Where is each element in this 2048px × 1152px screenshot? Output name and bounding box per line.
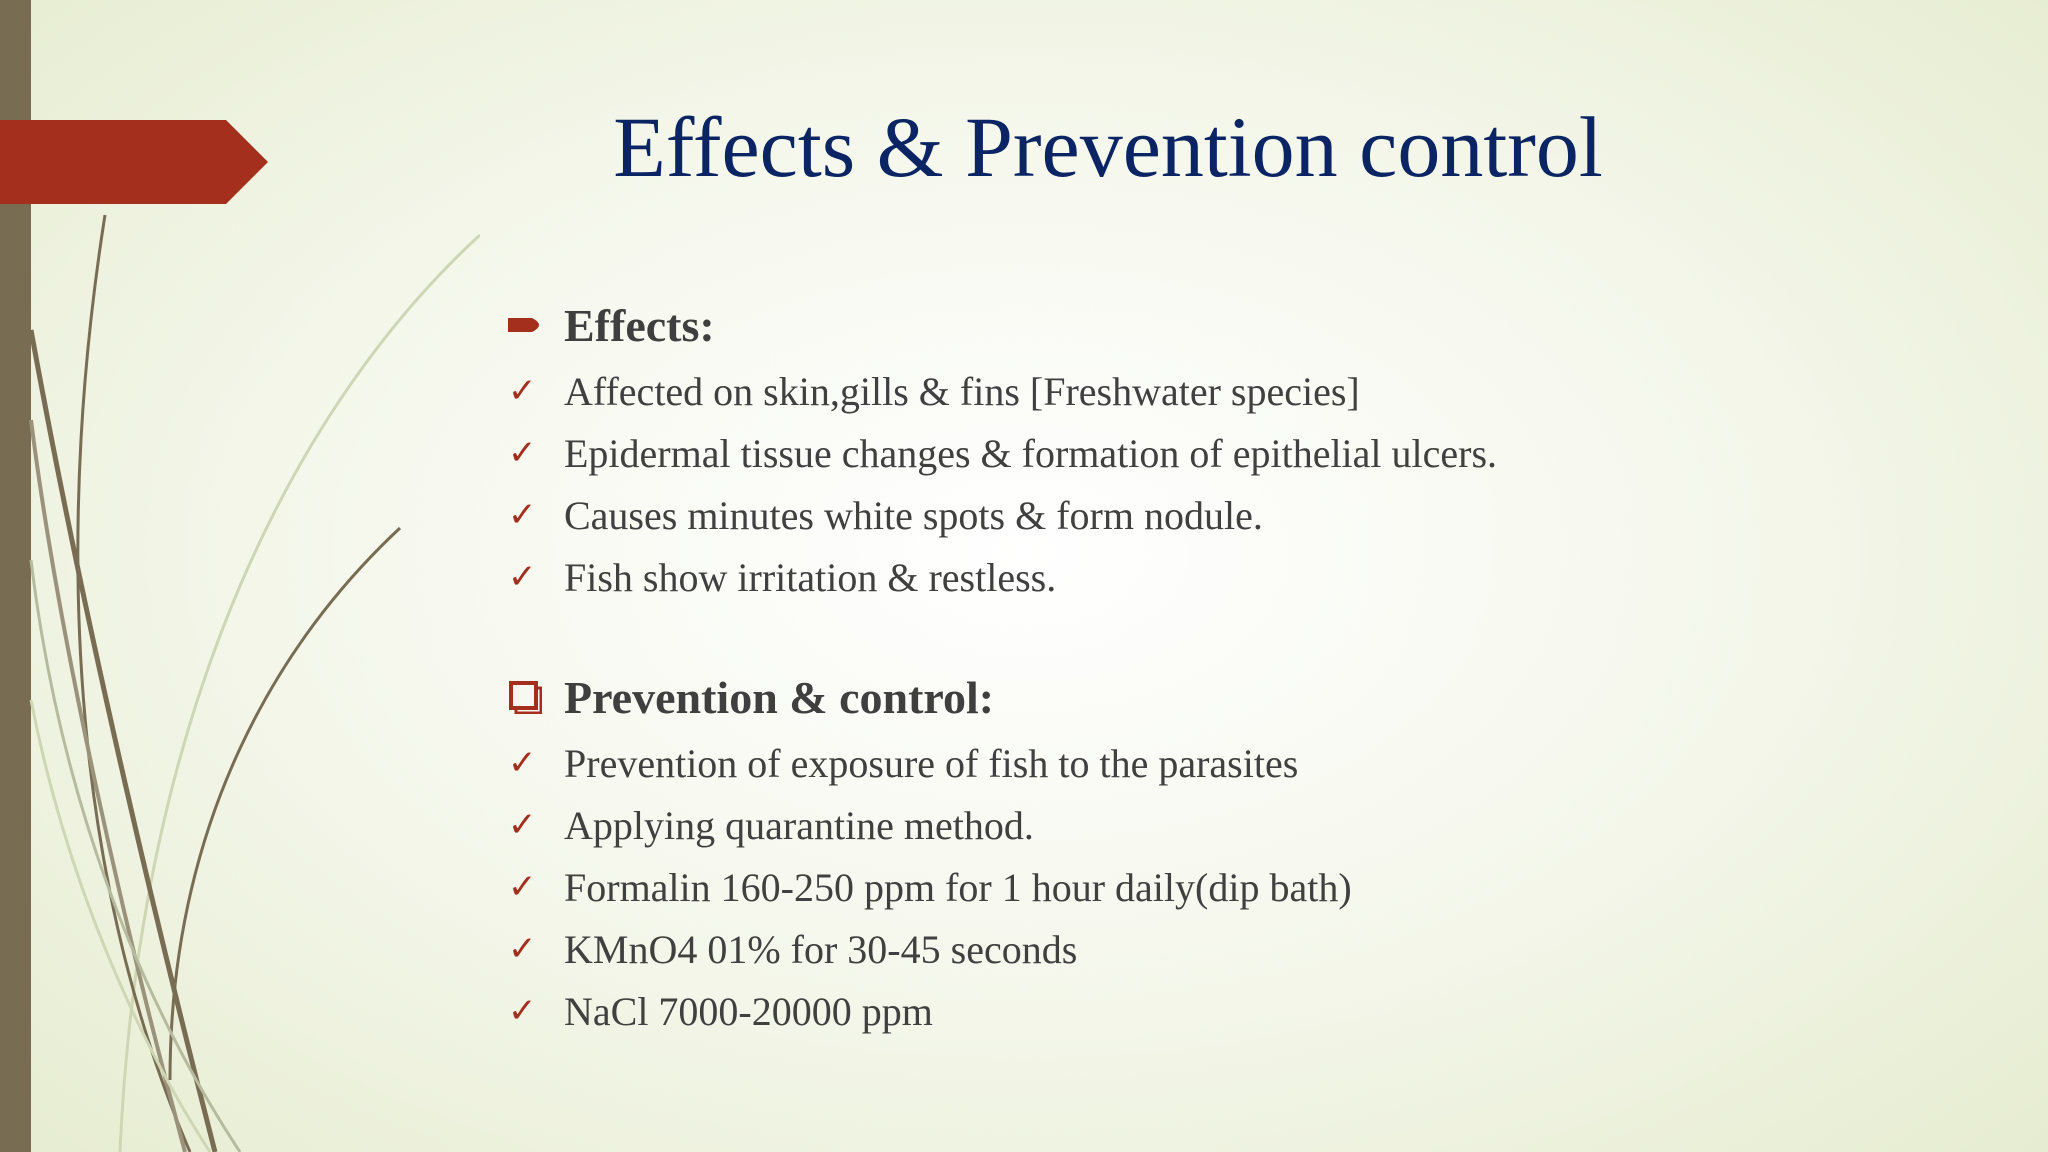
list-item — [508, 794, 1988, 856]
list-item — [508, 980, 1988, 1042]
list-item — [508, 856, 1988, 918]
section-heading-text: Prevention & control: — [564, 671, 995, 723]
list-item — [508, 918, 1988, 980]
list-item-text: Prevention of exposure of fish to the parasites — [564, 740, 1299, 786]
checkmark-icon: ✓ — [508, 433, 537, 473]
list-item-text: Epidermal tissue changes & formation of epithelial ulcers. — [564, 430, 1498, 476]
list-item — [508, 422, 1988, 484]
checkmark-icon: ✓ — [508, 557, 537, 597]
list-item — [508, 546, 1988, 608]
page-title: Effects & Prevention control — [613, 99, 1603, 195]
list-item-text: Applying quarantine method. — [564, 802, 1034, 848]
list-item-text: Formalin 160-250 ppm for 1 hour daily(dip bath) — [564, 864, 1352, 910]
checkmark-icon: ✓ — [508, 371, 537, 411]
arrow-bullet-icon — [508, 314, 564, 336]
section-heading-text: Effects: — [564, 299, 715, 351]
list-item — [508, 484, 1988, 546]
checkmark-icon: ✓ — [508, 929, 537, 969]
section-heading-effects — [508, 290, 1988, 360]
list-item-text: Affected on skin,gills & fins [Freshwater species] — [564, 368, 1360, 414]
list-item-text: Fish show irritation & restless. — [564, 554, 1057, 600]
list-item-text: KMnO4 01% for 30-45 seconds — [564, 926, 1078, 972]
list-item-text: NaCl 7000-20000 ppm — [564, 988, 933, 1034]
checkmark-icon: ✓ — [508, 805, 537, 845]
section-heading-prevention — [508, 662, 1988, 732]
checkmark-icon: ✓ — [508, 743, 537, 783]
list-item-text: Causes minutes white spots & form nodule. — [564, 492, 1263, 538]
square-bullet-icon — [508, 680, 564, 714]
checkmark-icon: ✓ — [508, 867, 537, 907]
list-item — [508, 360, 1988, 422]
checkmark-icon: ✓ — [508, 495, 537, 535]
list-item — [508, 732, 1988, 794]
checkmark-icon: ✓ — [508, 991, 537, 1031]
slide-content — [508, 290, 1988, 1042]
